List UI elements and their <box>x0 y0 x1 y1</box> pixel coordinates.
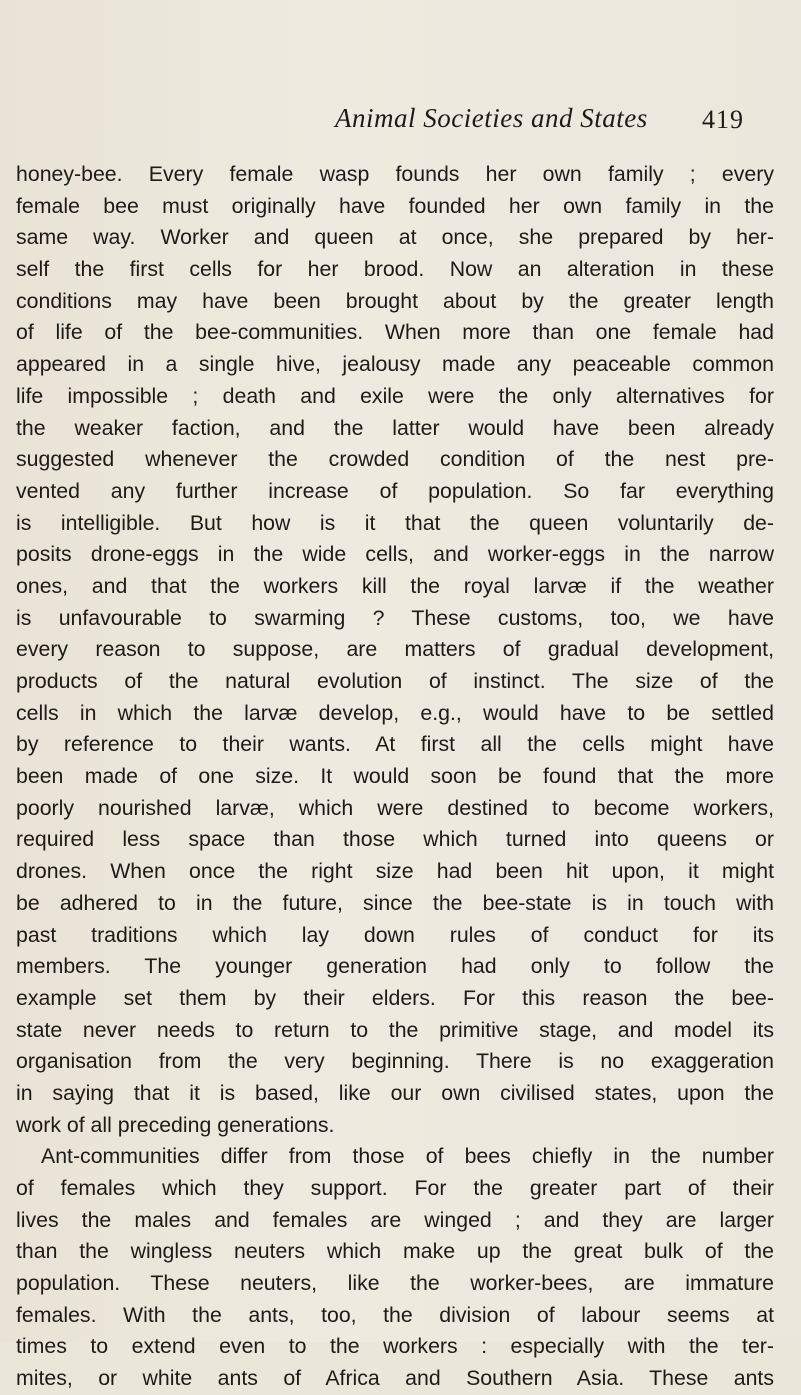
text-line: the weaker faction, and the latter would have been already <box>16 415 774 440</box>
text-line: past traditions which lay down rules of conduct for its <box>16 922 774 947</box>
text-line: of life of the bee-communities. When more than one female had <box>16 320 774 345</box>
text-line: population. These neuters, like the worker-bees, are immature <box>16 1271 774 1296</box>
text-line: times to extend even to the workers : especially with the ter- <box>16 1334 774 1359</box>
text-line: poorly nourished larvæ, which were destined to become workers, <box>16 795 774 820</box>
text-line: conditions may have been brought about by the greater length <box>16 288 774 313</box>
text-line: appeared in a single hive, jealousy made any peaceable common <box>16 352 774 377</box>
text-line: self the first cells for her brood. Now an alteration in these <box>16 257 774 282</box>
text-line: example set them by their elders. For this reason the bee- <box>16 985 774 1010</box>
text-line: suggested whenever the crowded condition of the nest pre- <box>16 447 774 472</box>
text-line: vented any further increase of population. So far everything <box>16 478 774 503</box>
text-line: been made of one size. It would soon be found that the more <box>16 764 774 789</box>
text-line: lives the males and females are winged ; and they are larger <box>16 1207 774 1232</box>
text-line: life impossible ; death and exile were the only alternatives for <box>16 383 774 408</box>
text-line: females. With the ants, too, the division of labour seems at <box>16 1302 774 1327</box>
text-line: be adhered to in the future, since the bee-state is in touch with <box>16 890 774 915</box>
text-line: posits drone-eggs in the wide cells, and worker-eggs in the narrow <box>16 542 774 567</box>
running-title: Animal Societies and States <box>335 103 648 133</box>
text-line: every reason to suppose, are matters of gradual development, <box>16 637 774 662</box>
text-line: in saying that it is based, like our own civilised states, upon the <box>16 1080 774 1105</box>
text-line: ones, and that the workers kill the royal larvæ if the weather <box>16 573 774 598</box>
page-number: 419 <box>702 105 744 134</box>
text-line: honey-bee. Every female wasp founds her own family ; every <box>16 162 774 186</box>
text-line: is intelligible. But how is it that the queen voluntarily de- <box>16 510 774 535</box>
text-line: mites, or white ants of Africa and Southern Asia. These ants <box>16 1366 774 1391</box>
text-line-paragraph-start: Ant-communities differ from those of bees chiefly in the number <box>41 1144 774 1169</box>
text-line: female bee must originally have founded her own family in the <box>16 193 774 218</box>
text-line-paragraph-end: work of all preceding generations. <box>16 1112 335 1137</box>
text-line: cells in which the larvæ develop, e.g., would have to be settled <box>16 700 774 725</box>
body-text <box>16 159 774 1395</box>
text-line: than the wingless neuters which make up the great bulk of the <box>16 1239 774 1264</box>
text-line: products of the natural evolution of instinct. The size of the <box>16 669 774 693</box>
text-line: same way. Worker and queen at once, she prepared by her- <box>16 225 774 250</box>
text-line: organisation from the very beginning. There is no exaggeration <box>16 1049 774 1074</box>
text-line: members. The younger generation had only to follow the <box>16 954 774 979</box>
text-line: by reference to their wants. At first all the cells might have <box>16 732 774 757</box>
text-line: drones. When once the right size had been hit upon, it might <box>16 859 774 884</box>
page-header <box>0 103 801 143</box>
text-line: state never needs to return to the primitive stage, and model its <box>16 1017 774 1042</box>
text-line: is unfavourable to swarming ? These customs, too, we have <box>16 605 774 630</box>
text-line: required less space than those which turned into queens or <box>16 827 774 852</box>
text-line: of females which they support. For the greater part of their <box>16 1176 774 1200</box>
